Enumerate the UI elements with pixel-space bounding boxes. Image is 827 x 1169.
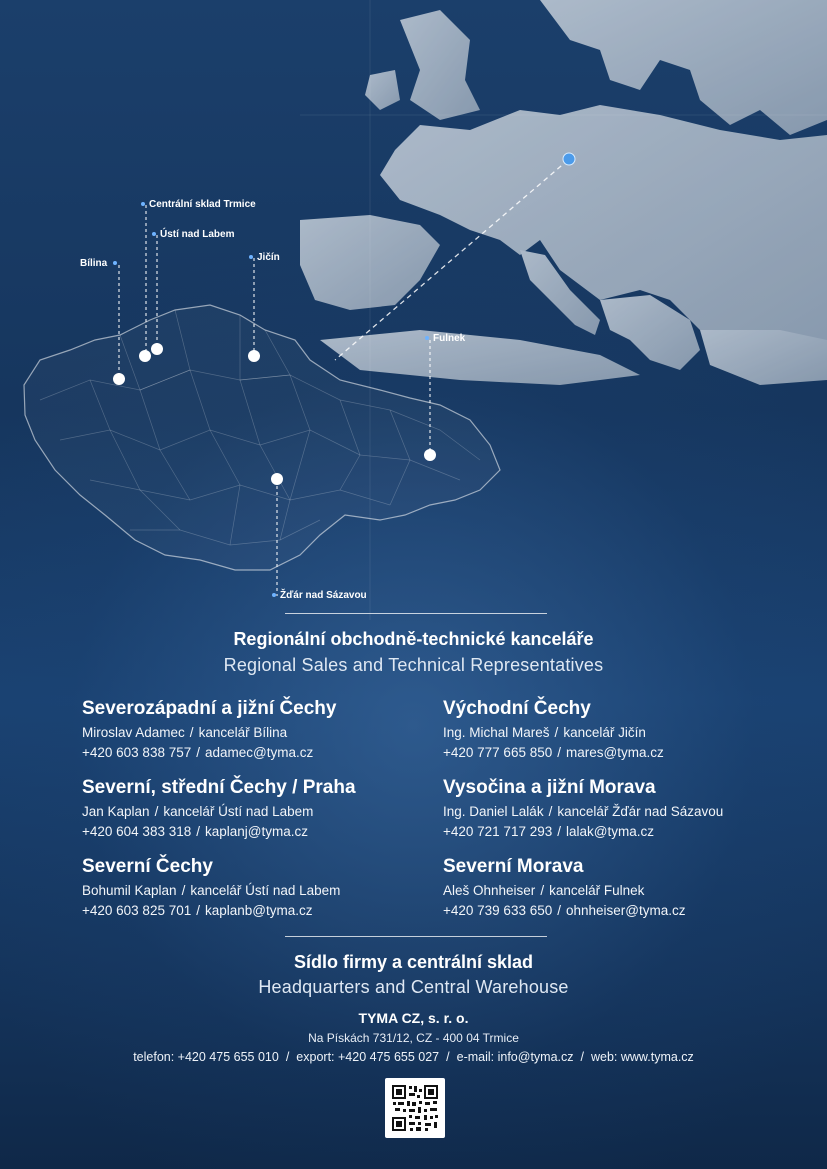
phone-number[interactable]: +420 739 633 650 [443, 903, 553, 918]
contact-phone-line: +420 603 825 701 / kaplanb@tyma.cz [82, 903, 313, 918]
phone-number[interactable]: +420 603 838 757 [82, 745, 192, 760]
contact-person-line: Ing. Daniel Lalák / kancelář Žďár nad Sázavou [443, 804, 724, 819]
contact-person-line: Ing. Michal Mareš / kancelář Jičín [443, 725, 646, 740]
qr-code-icon[interactable] [385, 1078, 445, 1138]
marker-zdar [271, 473, 283, 485]
email-link[interactable]: adamec@tyma.cz [205, 745, 314, 760]
contact-person-line: Aleš Ohnheiser / kancelář Fulnek [443, 883, 645, 898]
contact-card [443, 856, 803, 921]
divider [285, 936, 547, 937]
europe-landmass [300, 0, 827, 385]
hq-phone[interactable]: telefon: +420 475 655 010 [133, 1050, 279, 1064]
city-label-zdar: Žďár nad Sázavou [272, 590, 367, 602]
contact-region: Severní, střední Čechy / Praha [82, 777, 356, 798]
city-label-trmice: Centrální sklad Trmice [141, 199, 256, 211]
contact-person-line: Bohumil Kaplan / kancelář Ústí nad Labem [82, 883, 341, 898]
phone-number[interactable]: +420 604 383 318 [82, 824, 192, 839]
email-link[interactable]: lalak@tyma.cz [566, 824, 654, 839]
company-name: TYMA CZ, s. r. o. [358, 1010, 469, 1026]
hq-title-cz: Sídlo firmy a centrální sklad [293, 952, 534, 972]
regional-title-cz: Regionální obchodně-technické kanceláře [233, 629, 594, 649]
marker-fulnek [424, 449, 436, 461]
divider [285, 613, 547, 614]
contact-region: Východní Čechy [443, 698, 591, 719]
city-label-bilina: Bílina [80, 258, 117, 270]
email-link[interactable]: kaplanb@tyma.cz [205, 903, 313, 918]
contact-phone-line: +420 739 633 650 / ohnheiser@tyma.cz [443, 903, 686, 918]
marker-usti [151, 343, 163, 355]
contact-region: Severozápadní a jižní Čechy [82, 698, 337, 719]
marker-jicin [248, 350, 260, 362]
contact-person-line: Miroslav Adamec / kancelář Bílina [82, 725, 288, 740]
city-dot-icon [141, 202, 145, 206]
contact-region: Severní Čechy [82, 856, 213, 877]
marker-bilina [113, 373, 125, 385]
contact-card [82, 777, 442, 842]
contact-region: Severní Morava [443, 856, 584, 877]
regional-title-en: Regional Sales and Technical Representatives [223, 655, 604, 675]
city-dot-icon [425, 336, 429, 340]
contact-card [443, 777, 803, 842]
hq-web[interactable]: web: www.tyma.cz [591, 1050, 694, 1064]
hq-contact-line: telefon: +420 475 655 010 / export: +420 475 655 027 / e-mail: info@tyma.cz / web: www.tyma.cz [133, 1050, 694, 1064]
contact-card [82, 698, 442, 763]
phone-number[interactable]: +420 721 717 293 [443, 824, 553, 839]
city-dot-icon [113, 261, 117, 265]
contact-phone-line: +420 721 717 293 / lalak@tyma.cz [443, 824, 654, 839]
contact-card [82, 856, 442, 921]
hq-email[interactable]: e-mail: info@tyma.cz [456, 1050, 574, 1064]
email-link[interactable]: ohnheiser@tyma.cz [566, 903, 686, 918]
city-label-usti: Ústí nad Labem [152, 229, 234, 241]
email-link[interactable]: mares@tyma.cz [566, 745, 664, 760]
email-link[interactable]: kaplanj@tyma.cz [205, 824, 308, 839]
contact-phone-line: +420 604 383 318 / kaplanj@tyma.cz [82, 824, 308, 839]
contact-person-line: Jan Kaplan / kancelář Ústí nad Labem [82, 804, 314, 819]
hq-export-phone[interactable]: export: +420 475 655 027 [296, 1050, 440, 1064]
company-address: Na Pískách 731/12, CZ - 400 04 Trmice [308, 1031, 519, 1045]
phone-number[interactable]: +420 603 825 701 [82, 903, 192, 918]
contact-phone-line: +420 777 665 850 / mares@tyma.cz [443, 745, 664, 760]
city-dot-icon [249, 255, 253, 259]
hq-title-en: Headquarters and Central Warehouse [258, 977, 569, 997]
city-label-jicin: Jičín [249, 252, 280, 264]
city-dot-icon [152, 232, 156, 236]
contact-region: Vysočina a jižní Morava [443, 777, 656, 798]
city-label-fulnek: Fulnek [425, 333, 465, 345]
marker-trmice [139, 350, 151, 362]
phone-number[interactable]: +420 777 665 850 [443, 745, 553, 760]
city-dot-icon [272, 593, 276, 597]
contact-card [443, 698, 803, 763]
cz-location-marker [563, 153, 575, 165]
contact-phone-line: +420 603 838 757 / adamec@tyma.cz [82, 745, 314, 760]
